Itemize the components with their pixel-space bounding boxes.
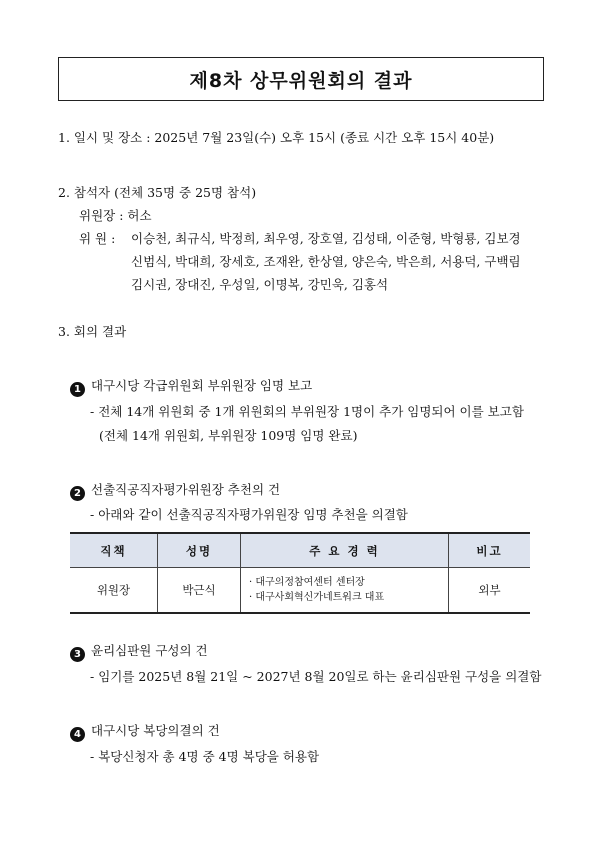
result-item-2-title bbox=[70, 480, 280, 501]
meeting-datetime-place: 1. 일시 및 장소 : 2025년 7월 23일(수) 오후 15시 (종료 시간 오후 15시 40분) bbox=[58, 130, 495, 145]
result-item-3-text: 윤리심판원 구성의 건 bbox=[91, 643, 208, 658]
table-header-row bbox=[70, 533, 530, 568]
number-4-icon: 4 bbox=[70, 727, 85, 742]
result-item-1-line-2: (전체 14개 위원회, 부위원장 109명 임명 완료) bbox=[99, 428, 358, 443]
attendees-heading: 2. 참석자 (전체 35명 중 25명 참석) bbox=[58, 185, 257, 200]
table-header-career: 주 요 경 력 bbox=[241, 533, 449, 568]
table-row bbox=[70, 568, 530, 614]
cell-position: 위원장 bbox=[70, 568, 158, 614]
nomination-table bbox=[70, 532, 530, 614]
members-label: 위 원 : bbox=[79, 231, 116, 246]
result-item-1-line-1: - 전체 14개 위원회 중 1개 위원회의 부위원장 1명이 추가 임명되어 이를 보고함 bbox=[90, 404, 524, 419]
number-2-icon: 2 bbox=[70, 486, 85, 501]
result-item-4-line-1: - 복당신청자 총 4명 중 4명 복당을 허용함 bbox=[90, 749, 320, 764]
result-item-3-title bbox=[70, 641, 208, 662]
members-line-2: 신범식, 박대희, 장세호, 조재완, 한상열, 양은숙, 박은희, 서용덕, 구백림 bbox=[131, 254, 521, 269]
cell-career bbox=[241, 568, 449, 614]
table-header-position: 직책 bbox=[70, 533, 158, 568]
result-item-1-title bbox=[70, 376, 312, 397]
cell-note: 외부 bbox=[449, 568, 531, 614]
result-item-4-title bbox=[70, 721, 220, 742]
career-line-1: · 대구의정참여센터 센터장 bbox=[249, 577, 365, 588]
result-item-1-text: 대구시당 각급위원회 부위원장 임명 보고 bbox=[91, 378, 313, 393]
results-heading: 3. 회의 결과 bbox=[58, 324, 127, 339]
table-header-note: 비고 bbox=[449, 533, 531, 568]
members-line-1: 이승천, 최규식, 박정희, 최우영, 장호열, 김성태, 이준형, 박형룡, 김보경 bbox=[131, 231, 521, 246]
result-item-2-line-1: - 아래와 같이 선출직공직자평가위원장 임명 추천을 의결함 bbox=[90, 507, 408, 522]
result-item-3-line-1: - 임기를 2025년 8월 21일 ~ 2027년 8월 20일로 하는 윤리심판원 구성을 의결함 bbox=[90, 669, 542, 684]
career-line-2: · 대구사회혁신가네트워크 대표 bbox=[249, 592, 385, 603]
table-header-name: 성명 bbox=[158, 533, 241, 568]
members-line-3: 김시권, 장대진, 우성일, 이명복, 강민욱, 김홍석 bbox=[131, 277, 389, 292]
number-3-icon: 3 bbox=[70, 647, 85, 662]
page-title: 제8차 상무위원회의 결과 bbox=[58, 57, 544, 101]
result-item-2-text: 선출직공직자평가위원장 추천의 건 bbox=[91, 482, 281, 497]
result-item-4-text: 대구시당 복당의결의 건 bbox=[91, 723, 220, 738]
number-1-icon: 1 bbox=[70, 382, 85, 397]
cell-name: 박근식 bbox=[158, 568, 241, 614]
chair-line: 위원장 : 허소 bbox=[79, 208, 152, 223]
